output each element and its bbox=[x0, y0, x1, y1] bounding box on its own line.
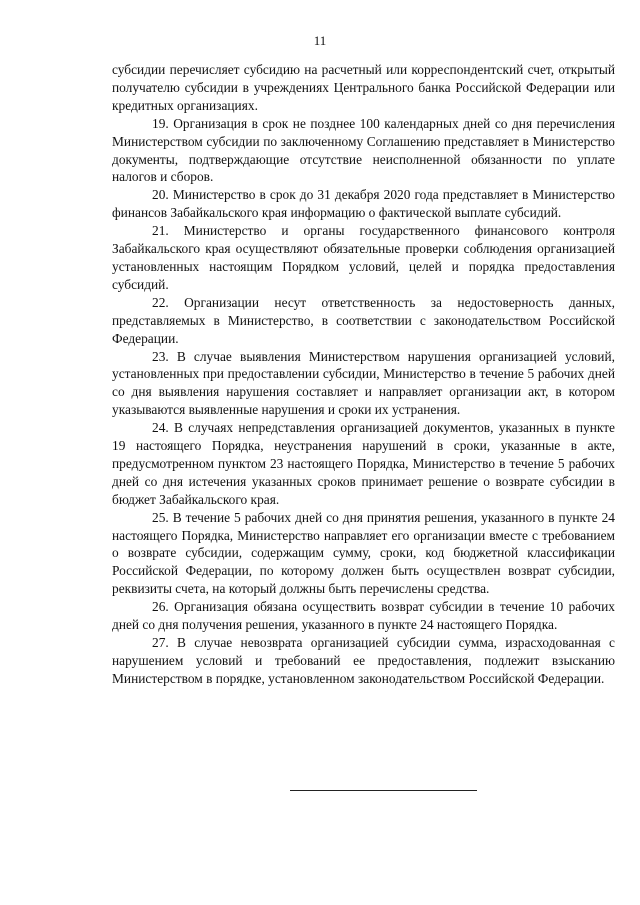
paragraph-24: 24. В случаях непредставления организацией документов, указанных в пункте 19 настоящего Порядка, неустранения нарушений в сроки, указанные в акте, предусмотренном пунктом 23 настоящего Порядка, Министерство в течение 5 рабочих дней со дня истечения указанных сроков принимает решение о возврате субсидии в бюджет Забайкальского края. bbox=[112, 420, 615, 507]
page-number: 11 bbox=[313, 33, 327, 48]
paragraph-continuation: субсидии перечисляет субсидию на расчетный или корреспондентский счет, открытый получателю субсидии в учреждениях Центрального банка Российской Федерации или кредитных организациях. bbox=[112, 62, 615, 113]
paragraph-20: 20. Министерство в срок до 31 декабря 2020 года представляет в Министерство финансов Забайкальского края информацию о фактической выплате субсидий. bbox=[112, 187, 615, 221]
paragraph-21: 21. Министерство и органы государственного финансового контроля Забайкальского края осуществляют обязательные проверки соблюдения организацией установленных настоящим Порядком условий, целей и порядка предоставления субсидий. bbox=[112, 223, 615, 292]
paragraph-23: 23. В случае выявления Министерством нарушения организацией условий, установленных при предоставлении субсидии, Министерство в течение 5 рабочих дней со дня выявления нарушения составляет и направляет организации акт, в котором указываются выявленные нарушения и сроки их устранения. bbox=[112, 348, 615, 418]
paragraph-19: 19. Организация в срок не позднее 100 календарных дней со дня перечисления Министерством субсидии по заключенному Соглашению представляет в Министерство документы, подтверждающие отсутствие неисполненной обязанности по уплате налогов и сборов. bbox=[112, 115, 615, 185]
document-body bbox=[112, 61, 615, 688]
end-of-document-line bbox=[290, 790, 477, 791]
paragraph-22: 22. Организации несут ответственность за недостоверность данных, представляемых в Министерство, в соответствии с законодательством Российской Федерации. bbox=[112, 294, 615, 346]
paragraph-25: 25. В течение 5 рабочих дней со дня принятия решения, указанного в пункте 24 настоящего Порядка, Министерство направляет его организации вместе с требованием о возврате субсидии, содержащим сумму, сроки, код бюджетной классификации Российской Федерации, по которому должен быть осуществлен возврат субсидии, реквизиты счета, на который должны быть перечислены средства. bbox=[112, 509, 615, 597]
paragraph-27: 27. В случае невозврата организацией субсидии сумма, израсходованная с нарушением условий и требований ее предоставления, подлежит взысканию Министерством в порядке, установленном законодательством Российской Федерации. bbox=[112, 635, 615, 686]
paragraph-26: 26. Организация обязана осуществить возврат субсидии в течение 10 рабочих дней со дня получения решения, указанного в пункте 24 настоящего Порядка. bbox=[112, 599, 615, 633]
